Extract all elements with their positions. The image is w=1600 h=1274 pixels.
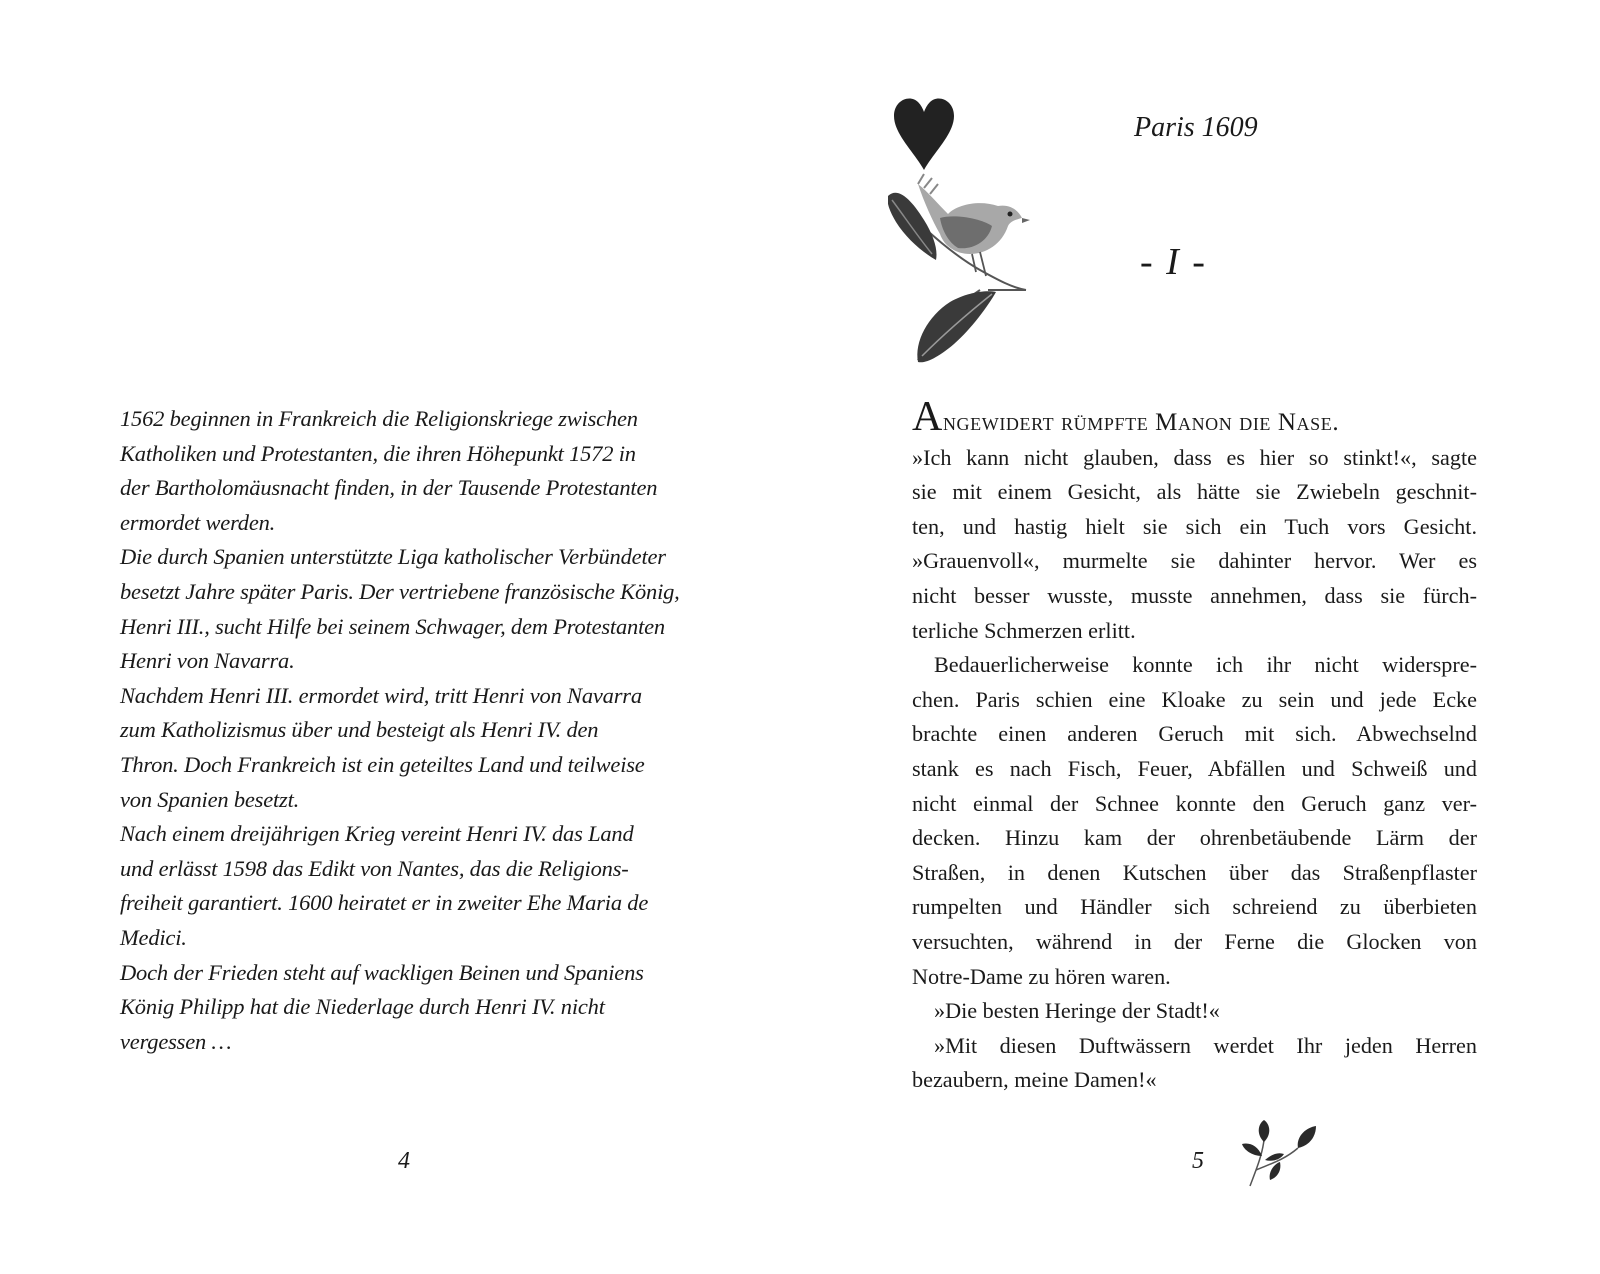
body-line: sie mit einem Gesicht, als hätte sie Zwiebeln geschnit- bbox=[912, 479, 1477, 505]
page-number-right: 5 bbox=[1192, 1148, 1204, 1174]
body-line: nicht besser wusste, musste annehmen, dass sie fürch- bbox=[912, 582, 1477, 608]
opening-small-caps: ngewidert rümpfte Manon die Nase. bbox=[942, 409, 1340, 436]
prologue-line: der Bartholomäusnacht finden, in der Tausende Protestanten bbox=[120, 475, 658, 501]
body-line: rumpelten und Händler sich schreiend zu überbieten bbox=[912, 894, 1477, 920]
prologue-line: freiheit garantiert. 1600 heiratet er in zweiter Ehe Maria de bbox=[120, 890, 649, 916]
body-line: bezaubern, meine Damen!« bbox=[912, 1067, 1157, 1093]
right-page bbox=[800, 0, 1600, 1274]
prologue-line: Henri III., sucht Hilfe bei seinem Schwager, dem Protestanten bbox=[120, 613, 665, 639]
body-line: Bedauerlicherweise konnte ich ihr nicht widerspre- bbox=[934, 652, 1477, 678]
chapter-body bbox=[912, 396, 1477, 1098]
body-line: »Mit diesen Duftwässern werdet Ihr jeden Herren bbox=[934, 1032, 1477, 1058]
body-line: Straßen, in denen Kutschen über das Straßenpflaster bbox=[912, 859, 1477, 885]
drop-cap: A bbox=[912, 394, 943, 440]
body-line: Notre-Dame zu hören waren. bbox=[912, 963, 1171, 989]
chapter-number: - I - bbox=[1140, 241, 1207, 283]
body-line: versuchten, während in der Ferne die Glocken von bbox=[912, 928, 1477, 954]
prologue-line: Henri von Navarra. bbox=[120, 648, 295, 674]
prologue-line: zum Katholizismus über und besteigt als Henri IV. den bbox=[120, 717, 599, 743]
body-line: terliche Schmerzen erlitt. bbox=[912, 617, 1136, 643]
body-line: nicht einmal der Schnee konnte den Geruch ganz ver- bbox=[912, 790, 1477, 816]
page-number-left: 4 bbox=[398, 1148, 410, 1174]
prologue-line: von Spanien besetzt. bbox=[120, 786, 300, 812]
body-line: stank es nach Fisch, Feuer, Abfällen und Schweiß und bbox=[912, 755, 1477, 781]
body-line: chen. Paris schien eine Kloake zu sein und jede Ecke bbox=[912, 686, 1477, 712]
body-line: ten, und hastig hielt sie sich ein Tuch vors Gesicht. bbox=[912, 513, 1477, 539]
prologue-line: Doch der Frieden steht auf wackligen Beinen und Spaniens bbox=[120, 959, 644, 985]
prologue-line: König Philipp hat die Niederlage durch Henri IV. nicht bbox=[120, 994, 605, 1020]
prologue-line: Katholiken und Protestanten, die ihren Höhepunkt 1572 in bbox=[120, 440, 636, 466]
prologue-line: Nachdem Henri III. ermordet wird, tritt Henri von Navarra bbox=[120, 682, 642, 708]
prologue-line: vergessen … bbox=[120, 1028, 232, 1054]
prologue-line: Medici. bbox=[120, 924, 187, 950]
body-line: »Die besten Heringe der Stadt!« bbox=[934, 998, 1220, 1024]
opening-line bbox=[912, 396, 1477, 441]
prologue-line: Nach einem dreijährigen Krieg vereint Henri IV. das Land bbox=[120, 821, 634, 847]
body-line: decken. Hinzu kam der ohrenbetäubende Lärm der bbox=[912, 825, 1477, 851]
body-line: »Grauenvoll«, murmelte sie dahinter hervor. Wer es bbox=[912, 548, 1477, 574]
body-line: brachte einen anderen Geruch mit sich. Abwechselnd bbox=[912, 721, 1477, 747]
prologue-text bbox=[120, 402, 710, 1059]
prologue-line: 1562 beginnen in Frankreich die Religionskriege zwischen bbox=[120, 406, 638, 431]
prologue-line: Thron. Doch Frankreich ist ein geteiltes Land und teilweise bbox=[120, 751, 645, 777]
prologue-line: ermordet werden. bbox=[120, 509, 276, 535]
prologue-line: und erlässt 1598 das Edikt von Nantes, das die Religions- bbox=[120, 855, 629, 881]
bird-on-branch-icon bbox=[888, 174, 1030, 362]
chapter-place-date: Paris 1609 bbox=[1134, 112, 1258, 143]
prologue-line: besetzt Jahre später Paris. Der vertriebene französische König, bbox=[120, 578, 680, 604]
heart-icon bbox=[894, 98, 954, 170]
chapter-vignette bbox=[888, 92, 1048, 367]
sprig-icon bbox=[1232, 1120, 1322, 1190]
body-line: »Ich kann nicht glauben, dass es hier so stinkt!«, sagte bbox=[912, 444, 1477, 470]
prologue-line: Die durch Spanien unterstützte Liga katholischer Verbündeter bbox=[120, 544, 666, 570]
